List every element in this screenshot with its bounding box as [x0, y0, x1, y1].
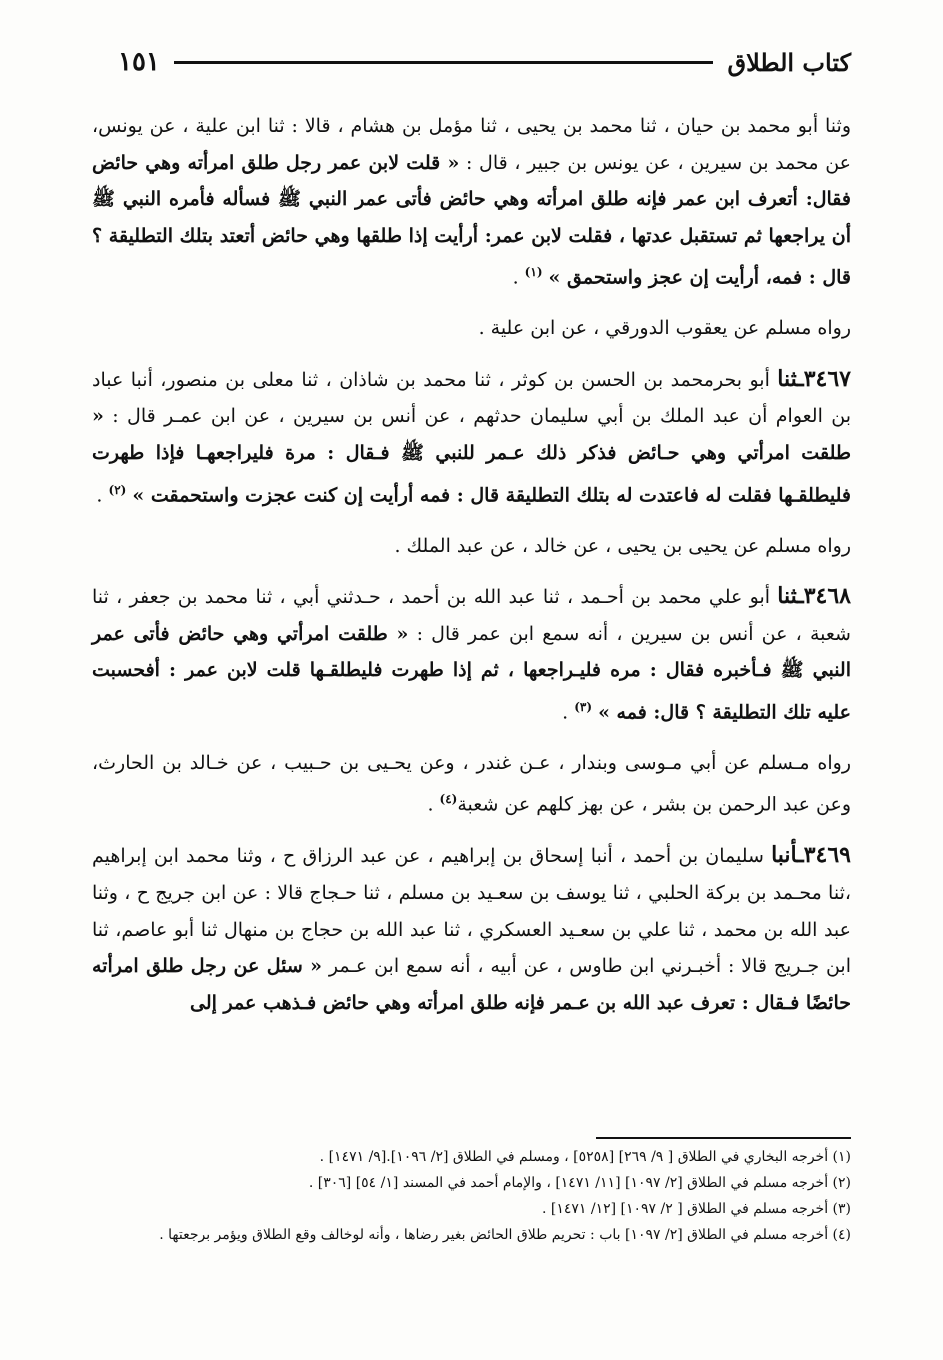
footnotes	[92, 1144, 851, 1248]
hadith-quote: « سئل عن رجل طلق امرأته حائضًا فـقال : تعرف عبد الله بن عـمر فإنه طلق امرأته وهي حائض فـذهب عمر إلى	[92, 955, 851, 1014]
chain-text: أبو علي محمد بن أحـمد ، ثنا عبد الله بن أحمد ، حـدثني أبي ، ثنا محمد بن جعفر ، ثنا شعبة ، عن أنس بن سيرين ، أنه سمع ابن عمر قال :	[92, 586, 851, 645]
footnote-4: (٤) أخرجه مسلم في الطلاق [٢/ ١٠٩٧] باب : تحريم طلاق الحائض بغير رضاها ، وأنه لوخالف وقع الطلاق ويؤمر برجعتها .	[159, 1227, 851, 1243]
book-title: كتاب الطلاق	[727, 47, 851, 77]
chain-text: وثنا أبو محمد بن حيان ، ثنا محمد بن يحيى ، ثنا مؤمل بن هشام ، قالا : ثنا ابن علية ، عن يونس، عن محمد بن سيرين ، عن يونس بن جبير ، قال :	[92, 115, 852, 174]
page-header	[118, 42, 851, 82]
hadith-number: ٣٤٦٧ـ	[797, 365, 851, 392]
footnote-ref: (٣)	[574, 699, 593, 714]
hadith-3467: ٣٤٦٧ـثنا أبو بحرمحمد بن الحسن بن كوثر ، ثنا محمد بن شاذان ، ثنا معلى بن منصور، أنبا عباد بن العوام أن عبد الملك بن أبي سليمان حدثهم ، عن أنس بن سيرين ، عن ابن عمـر قال : « طلقت امرأتي وهي حـائض فذكر ذلك عـمر للنبي ﷺ فـقال : مرة فليراجعهـا فإذا طهرت فليطلقـها فقلت له فاعتدت له بتلك التطليقة قال : فمه أرأيت إن كنت عجزت واستحمقت » $^{(٢)}$ .	[92, 365, 851, 506]
paragraph-4	[92, 528, 851, 565]
paragraph-6: رواه مـسلم عن أبي مـوسى وبندار ، عـن غندر ، وعن يحـيى بن حـبيب ، عن خـالد بن الحارث، وعن عبد الرحمن بن بشر ، عن بهز كلهم عن شعبة$^{(٤)}$ .	[92, 751, 851, 816]
hadith-quote: « طلقت امرأتي وهي حائض فأتى عمر النبي ﷺ فـأخبره فقال : مره فليـراجعها ، ثم إذا طهرت فليطلقـها قلت لابن عمر : أفحسبت عليه تلك التطليقة ؟ قال: فمه »	[92, 622, 851, 724]
footnote-ref: (١)	[524, 265, 543, 280]
main-text	[92, 108, 851, 1021]
hadith-quote: « طلقت امرأتي وهي حـائض فذكر ذلك عـمر للنبي ﷺ فـقال : مرة فليراجعهـا فإذا طهرت فليطلقـها فقلت له فاعتدت له بتلك التطليقة قال : فمه أرأيت إن كنت عجزت واستحمقت »	[92, 405, 851, 506]
footnote-3: (٣) أخرجه مسلم في الطلاق [ ٢/ ١٠٩٧] [١٢/ ١٤٧١] .	[541, 1201, 851, 1217]
hadith-quote: « قلت لابن عمر رجل طلق امرأته وهي حائض فقال: أتعرف ابن عمر فإنه طلق امرأته وهي حائض فأتى عمر النبي ﷺ فسأله فأمره النبي ﷺ أن يراجعها ثم تستقبل عدتها ، فقلت لابن عمر: أرأيت إذا طلقها وهي حائض أتعتد بتلك التطليقة ؟ قال : فمه، أرأيت إن عجز واستحمق »	[92, 151, 851, 289]
hadith-lead-word: أنبا	[771, 842, 798, 869]
riwaya-text: رواه مـسلم عن أبي مـوسى وبندار ، عـن غندر ، وعن يحـيى بن حـبيب ، عن خـالد بن الحارث، وعن عبد الرحمن بن بشر ، عن بهز كلهم عن شعبة	[92, 751, 851, 816]
footnote-ref: (٤)	[439, 792, 458, 807]
footnote-1: (١) أخرجه البخاري في الطلاق [ ٩/ ٢٦٩] [٥٢٥٨] ، ومسلم في الطلاق [٢/ ١٠٩٦].[٩/ ١٤٧١] .	[319, 1149, 851, 1165]
chain-text: سليمان بن أحمد ، أنبا إسحاق بن إبراهيم ، عن عبد الرزاق ح ، وثنا محمد ابن إبراهيم ،ثنا محـمد بن بركة الحلبي ، ثنا يوسف بن سعـيد بن مسلم ، ثنا حـجاج قالا : عن ابن جريج ح ، وثنا عبد الله بن محمد ، ثنا علي بن سعـيد العسكري ، ثنا عبد الله بن حجاج بن منهال ثنا أبو عاصم، ثنا ابن جـريج قالا : أخبـرني ابن طاوس ، عن أبيه ، أنه سمع ابن عـمر	[92, 845, 851, 978]
hadith-number: ٣٤٦٩ـ	[797, 842, 851, 869]
header-rule	[174, 61, 714, 64]
hadith-3469	[92, 837, 851, 1021]
hadith-lead-word: ثنا	[777, 365, 798, 392]
hadith-3468: ٣٤٦٨ـثنا أبو علي محمد بن أحـمد ، ثنا عبد الله بن أحمد ، حـدثني أبي ، ثنا محمد بن جعفر ، ثنا شعبة ، عن أنس بن سيرين ، أنه سمع ابن عمر قال : « طلقت امرأتي وهي حائض فأتى عمر النبي ﷺ فـأخبره فقال : مره فليـراجعها ، ثم إذا طهرت فليطلقـها قلت لابن عمر : أفحسبت عليه تلك التطليقة ؟ قال: فمه » $^{(٣)}$ .	[92, 583, 851, 724]
riwaya-text: رواه مسلم عن يحيى بن يحيى ، عن خالد ، عن عبد الملك .	[394, 534, 851, 557]
footnote-2: (٢) أخرجه مسلم في الطلاق [٢/ ١٠٩٧] [١١/ ١٤٧١] ، والإمام أحمد في المسند [١/ ٥٤] [٣٠٦] .	[308, 1175, 851, 1191]
hadith-lead-word: ثنا	[777, 583, 798, 610]
paragraph-2	[92, 310, 851, 347]
riwaya-text: رواه مسلم عن يعقوب الدورقي ، عن ابن علية .	[478, 317, 851, 340]
chain-text: أبو بحرمحمد بن الحسن بن كوثر ، ثنا محمد بن شاذان ، ثنا معلى بن منصور، أنبا عباد بن العوام أن عبد الملك بن أبي سليمان حدثهم ، عن أنس بن سيرين ، عن ابن عمـر قال :	[92, 368, 851, 428]
paragraph-1: وثنا أبو محمد بن حيان ، ثنا محمد بن يحيى ، ثنا مؤمل بن هشام ، قالا : ثنا ابن علية ، عن يونس، عن محمد بن سيرين ، عن يونس بن جبير ، قال : « قلت لابن عمر رجل طلق امرأته وهي حائض فقال: أتعرف ابن عمر فإنه طلق امرأته وهي حائض فأتى عمر النبي ﷺ فسأله فأمره النبي ﷺ أن يراجعها ثم تستقبل عدتها ، فقلت لابن عمر: أرأيت إذا طلقها وهي حائض أتعتد بتلك التطليقة ؟ قال : فمه، أرأيت إن عجز واستحمق » $^{(١)}$ .	[92, 115, 852, 289]
hadith-number: ٣٤٦٨ـ	[797, 583, 851, 610]
footnote-divider	[596, 1137, 851, 1139]
footnote-ref: (٢)	[108, 482, 127, 497]
page-number: ١٥١	[118, 47, 160, 77]
